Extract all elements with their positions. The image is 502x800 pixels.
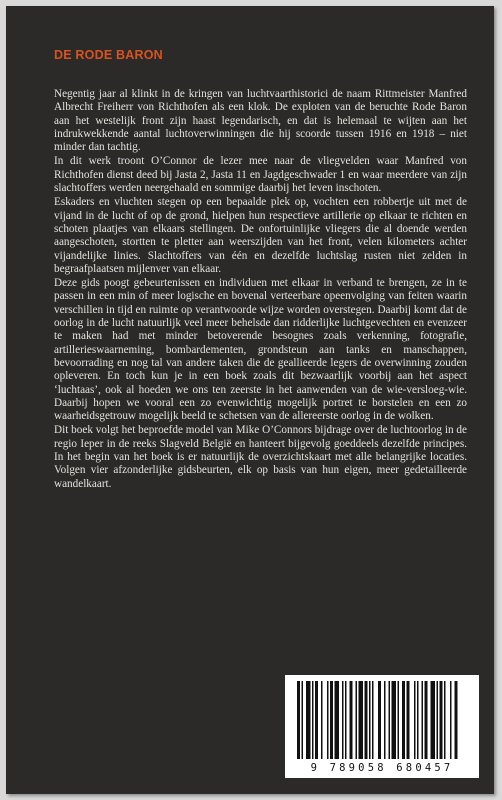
barcode-bar [417,681,419,759]
barcode-bar [350,681,353,759]
barcode-bar [306,681,311,759]
barcode-bar [384,681,386,759]
barcode-bar [402,681,405,759]
barcode-bar [342,681,344,759]
barcode-bar [437,681,439,759]
barcode-bar [407,681,410,759]
barcode-bar [327,681,329,759]
barcode-bar [335,681,340,759]
barcode-bar [450,681,452,759]
barcode-bar [425,681,428,759]
barcode-bars [285,675,479,763]
blurb-paragraph: Negentig jaar al klinkt in de kringen van luchtvaarthistorici de naam Rittmeister Manfred Albrecht Freiherr von Richthofen als een klok. De exploten van de beruchte Rode Baron aan het westelijk front zijn haast legendarisch, en dat is helemaal te wijten aan het indrukwekkende aantal luchtoverwinningen die hij scoorde tussen 1916 en 1918 – niet minder dan tachtig. [54,88,467,154]
barcode-bar [315,681,318,759]
barcode-bar [359,681,364,759]
barcode-bar [378,681,381,759]
book-back-cover [6,6,494,794]
blurb-paragraph: Deze gids poogt gebeurtenissen en individuen met elkaar in verband te brengen, ze in te passen in een min of meer logische en bovenal verteerbare opeenvolging van feiten waarin verschillen in tijd en ruimte op verantwoorde wijze worden overstegen. Daarbij komt dat de oorlog in de lucht natuurlijk veel meer behelsde dan ridderlijke luchtgevechten en evenzeer te maken had met minder betoverende besognes zoals verkenning, fotografie, artillerieswaarneming, bombardementen, grondsteun aan tanks en manschappen, bevoorrading en nog tal van andere taken die de geallieerde legers de overwinning zouden opleveren. En toch kun je in een boek zoals dit bezwaarlijk voorbij aan het aspect ‘luchtaas’, ook al hoeden we ons ten zeerste in het aanwenden van de wie-versloeg-wie. Daarbij hopen we vooral een zo evenwichtig mogelijk portret te borstelen en een zo waarheidsgetrouw mogelijk beeld te schetsen van de allereerste oorlog in de wolken. [54,277,467,423]
barcode-bar [330,681,333,759]
barcode-bar [389,681,391,759]
barcode-bar [365,681,368,759]
barcode-bar [321,681,323,759]
blurb-paragraph: In dit werk troont O’Connor de lezer mee naar de vliegvelden waar Manfred von Richthofen dienst deed bij Jasta 2, Jasta 11 en Jagdgeschwader 1 en waar meerdere van zijn slachtoffers werden neergehaald en sommige daarbij het leven inschoten. [54,155,467,195]
blurb-paragraph: Dit boek volgt het beproefde model van Mike O’Connors bijdrage over de luchtoorlog in de regio Ieper in de reeks Slagveld België en hanteert bijgevolg goeddeels dezelfde principes. In het begin van het boek is er natuurlijk de overzichtskaart met alle belangrijke locaties. Volgen vier afzonderlijke gidsbeurten, elk op basis van hun eigen, meer gedetailleerde wandelkaart. [54,424,467,490]
barcode-bar [455,681,458,759]
barcode-bar [297,681,300,759]
isbn-number: 9 789058 680457 [310,762,454,774]
barcode-bar [345,681,347,759]
blurb-text [54,88,467,492]
blurb-paragraph: Eskaders en vluchten stegen op een bepaalde plek op, vochten een robbertje uit met de vijand in de lucht of op de grond, hielpen hun respectieve artillerie op elkaar te richten en schoten plaatjes van elkaars stellingen. De onfortuinlijke vliegers die al doende werden aangeschoten, stortten te pletter aan weerszijden van het front, velen kilometers achter vijandelijke linies. Slachtoffers van één en dezelfde luchtslag rusten niet zelden in begraafplaatsen mijlenver van elkaar. [54,196,467,275]
barcode-bar [440,681,443,759]
barcode-bar [398,681,400,759]
barcode-bar [312,681,314,759]
barcode-bar [414,681,416,759]
barcode-bar [356,681,358,759]
barcode-bar [422,681,424,759]
barcode-bar [392,681,397,759]
isbn-barcode [285,675,479,778]
section-title: DE RODE BARON [54,48,163,62]
barcode-bar [431,681,436,759]
barcode-bar [444,681,446,759]
barcode-bar [372,681,374,759]
barcode-bar [369,681,371,759]
barcode-bar [302,681,304,759]
